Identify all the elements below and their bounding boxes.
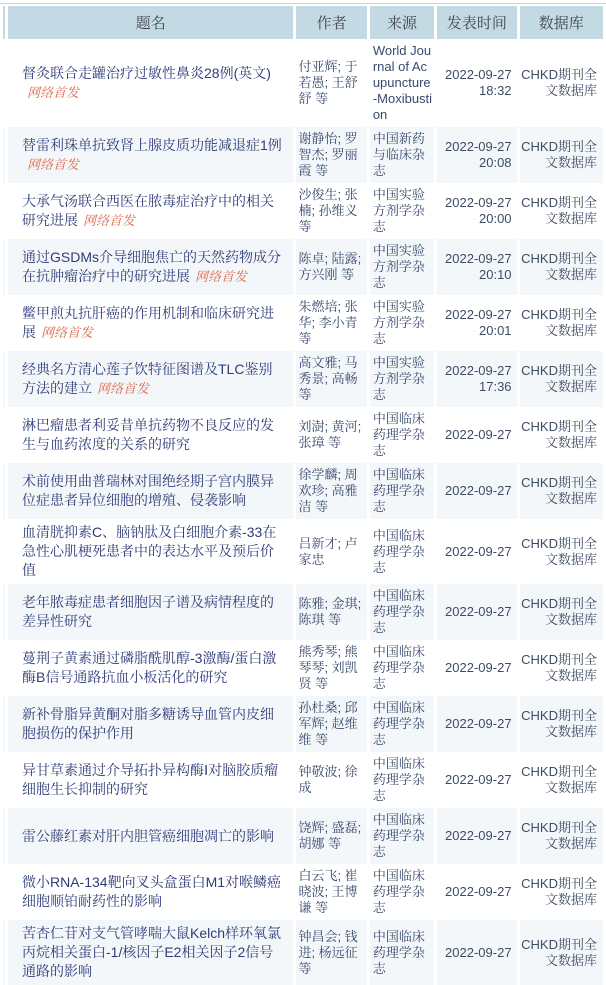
authors-cell: 钟敬波; 徐成 — [298, 764, 358, 795]
publish-date-cell: 2022-09-27 20:00 — [445, 195, 512, 226]
title-cell — [8, 519, 293, 584]
table-row — [3, 39, 603, 127]
table-row — [3, 519, 603, 584]
source-cell: 中国临床药理学杂志 — [370, 696, 434, 752]
title-cell — [8, 463, 293, 519]
title-cell — [8, 752, 293, 808]
article-title-link[interactable]: 淋巴瘤患者利妥昔单抗药物不良反应的发生与血药浓度的关系的研究 — [22, 417, 274, 452]
source-cell: 中国实验方剂学杂志 — [370, 239, 434, 295]
title-cell — [8, 351, 293, 407]
table-row — [3, 463, 603, 519]
publish-date-cell: 2022-09-27 — [445, 427, 512, 442]
table-row — [3, 239, 603, 295]
source-cell: 中国实验方剂学杂志 — [372, 187, 425, 234]
article-title-link[interactable]: 经典名方清心莲子饮特征图谱及TLC鉴别方法的建立 — [22, 361, 273, 396]
article-title-link[interactable]: 术前使用曲普瑞林对围绝经期子宫内膜异位症患者异位细胞的增殖、侵袭影响 — [22, 473, 274, 508]
title-cell — [8, 864, 293, 920]
title-cell — [8, 183, 293, 239]
source-cell: 中国临床药理学杂志 — [372, 411, 425, 458]
article-title-link[interactable]: 苦杏仁苷对支气管哮喘大鼠Kelch样环氧氯丙烷相关蛋白-1/核因子E2相关因子2信号通路的影响 — [22, 925, 282, 979]
authors-cell: 付亚辉; 于若愚; 王舒舒 等 — [298, 59, 358, 106]
table-row — [3, 407, 603, 463]
authors-cell: 陈雅; 金琪; 陈琪 等 — [296, 584, 366, 640]
table-row — [3, 640, 603, 696]
online-first-badge: 网络首发 — [41, 325, 94, 340]
title-cell — [8, 696, 293, 752]
article-title-link[interactable]: 大承气汤联合西医在脓毒症治疗中的相关研究进展 — [22, 193, 274, 228]
row-edge-cell — [3, 864, 5, 920]
publish-date-cell: 2022-09-27 — [445, 884, 512, 899]
article-title-link[interactable]: 老年脓毒症患者细胞因子谱及病情程度的差异性研究 — [22, 594, 274, 629]
online-first-badge: 网络首发 — [27, 157, 80, 172]
row-edge-cell — [3, 463, 5, 519]
authors-cell: 吕新才; 卢家忠 — [298, 535, 358, 567]
database-cell: CHKD期刊全文数据库 — [521, 652, 597, 683]
authors-cell: 孙杜桑; 邱军辉; 赵维维 等 — [296, 696, 366, 752]
database-cell: CHKD期刊全文数据库 — [521, 307, 597, 338]
header-cell-date: 发表时间 — [437, 6, 516, 39]
title-cell — [8, 640, 293, 696]
authors-cell: 熊秀琴; 熊琴琴; 刘凯贤 等 — [298, 644, 358, 691]
title-cell — [8, 808, 293, 864]
article-title-link[interactable]: 替雷利珠单抗致肾上腺皮质功能减退症1例 — [22, 137, 282, 153]
publish-date-cell: 2022-09-27 17:36 — [437, 351, 516, 407]
source-cell: 中国临床药理学杂志 — [372, 868, 425, 915]
source-cell: 中国实验方剂学杂志 — [370, 351, 434, 407]
database-cell: CHKD期刊全文数据库 — [521, 535, 597, 567]
article-title-link[interactable]: 新补骨脂异黄酮对脂多糖诱导血管内皮细胞损伤的保护作用 — [22, 706, 274, 741]
row-edge-cell — [3, 351, 5, 407]
database-cell: CHKD期刊全文数据库 — [521, 419, 597, 450]
database-cell: CHKD期刊全文数据库 — [520, 920, 603, 985]
source-cell: 中国临床药理学杂志 — [372, 644, 425, 691]
table-row — [3, 696, 603, 752]
article-title-link[interactable]: 蔓荆子黄素通过磷脂酰肌醇-3激酶/蛋白激酶B信号通路抗血小板活化的研究 — [22, 650, 277, 685]
table-row — [3, 127, 603, 183]
table-row — [3, 752, 603, 808]
article-title-link[interactable]: 微小RNA-134靶向叉头盒蛋白M1对喉鳞癌细胞顺铂耐药性的影响 — [22, 874, 282, 909]
source-cell: 中国临床药理学杂志 — [370, 920, 434, 985]
database-cell: CHKD期刊全文数据库 — [521, 67, 597, 98]
online-first-badge: 网络首发 — [195, 269, 248, 284]
table-row — [3, 351, 603, 407]
authors-cell: 钟昌会; 钱进; 杨远征 等 — [296, 920, 366, 985]
table-row — [3, 295, 603, 351]
article-title-link[interactable]: 血清胱抑素C、脑钠肽及白细胞介素-33在急性心肌梗死患者中的表达水平及预后价值 — [22, 524, 277, 578]
table-row — [3, 864, 603, 920]
row-edge-cell — [3, 127, 5, 183]
table-row — [3, 183, 603, 239]
source-cell: World Journal of Acupuncture-Moxibustion — [372, 43, 433, 122]
article-title-link[interactable]: 鳖甲煎丸抗肝癌的作用机制和临床研究进展 — [22, 305, 274, 340]
authors-cell: 刘澍; 黄河; 张璋 等 — [298, 419, 362, 450]
source-cell: 中国临床药理学杂志 — [370, 463, 434, 519]
authors-cell: 陈卓; 陆露; 方兴刚 等 — [296, 239, 366, 295]
results-table — [0, 6, 606, 985]
source-cell: 中国实验方剂学杂志 — [372, 299, 425, 346]
database-cell: CHKD期刊全文数据库 — [520, 239, 603, 295]
database-cell: CHKD期刊全文数据库 — [520, 584, 603, 640]
online-first-badge: 网络首发 — [27, 85, 80, 100]
table-row — [3, 808, 603, 864]
row-edge-cell — [3, 640, 5, 696]
table-row — [3, 920, 603, 985]
row-edge-cell — [3, 183, 5, 239]
top-divider — [0, 0, 606, 4]
authors-cell: 谢静怡; 罗智杰; 罗丽霞 等 — [296, 127, 366, 183]
row-edge-cell — [3, 584, 5, 640]
row-edge-cell — [3, 808, 5, 864]
source-cell: 中国临床药理学杂志 — [370, 808, 434, 864]
header-cell-source: 来源 — [370, 6, 434, 39]
article-title-link[interactable]: 督灸联合走罐治疗过敏性鼻炎28例(英文) — [22, 65, 271, 81]
row-edge-cell — [3, 696, 5, 752]
title-cell — [8, 407, 293, 463]
title-cell — [8, 39, 293, 127]
title-cell — [8, 127, 293, 183]
publish-date-cell: 2022-09-27 — [445, 543, 512, 559]
database-cell: CHKD期刊全文数据库 — [521, 876, 597, 907]
publish-date-cell: 2022-09-27 — [445, 772, 512, 787]
source-cell: 中国临床药理学杂志 — [372, 756, 425, 803]
row-edge-cell — [3, 920, 5, 985]
article-title-link[interactable]: 异甘草素通过介导拓扑异构酶Ⅰ对脑胶质瘤细胞生长抑制的研究 — [22, 762, 279, 797]
database-cell: CHKD期刊全文数据库 — [521, 195, 597, 226]
header-cell-title: 题名 — [8, 6, 293, 39]
title-cell — [8, 584, 293, 640]
header-cell-edge — [3, 6, 5, 39]
database-cell: CHKD期刊全文数据库 — [520, 696, 603, 752]
publish-date-cell: 2022-09-27 — [437, 920, 516, 985]
online-first-badge: 网络首发 — [83, 213, 136, 228]
database-cell: CHKD期刊全文数据库 — [520, 127, 603, 183]
title-cell — [8, 239, 293, 295]
article-title-link[interactable]: 雷公藤红素对肝内胆管癌细胞凋亡的影响 — [22, 827, 274, 844]
row-edge-cell — [3, 295, 5, 351]
publish-date-cell: 2022-09-27 18:32 — [445, 67, 512, 98]
source-cell: 中国新药与临床杂志 — [370, 127, 434, 183]
database-cell: CHKD期刊全文数据库 — [520, 808, 603, 864]
row-edge-cell — [3, 239, 5, 295]
row-edge-cell — [3, 39, 5, 127]
publish-date-cell: 2022-09-27 20:08 — [437, 127, 516, 183]
header-cell-authors: 作者 — [296, 6, 366, 39]
publish-date-cell: 2022-09-27 — [437, 584, 516, 640]
publish-date-cell: 2022-09-27 20:01 — [445, 307, 512, 338]
publish-date-cell: 2022-09-27 — [437, 808, 516, 864]
authors-cell: 徐学麟; 周欢珍; 高雅洁 等 — [296, 463, 366, 519]
online-first-badge: 网络首发 — [97, 381, 150, 396]
table-row — [3, 584, 603, 640]
authors-cell: 高文雅; 马秀景; 高畅 等 — [296, 351, 366, 407]
article-title-link[interactable]: 通过GSDMs介导细胞焦亡的天然药物成分在抗肿瘤治疗中的研究进展 — [22, 249, 281, 284]
authors-cell: 朱燃培; 张华; 李小青 等 — [298, 299, 358, 346]
row-edge-cell — [3, 407, 5, 463]
title-cell — [8, 295, 293, 351]
results-table-header-row — [3, 6, 603, 39]
authors-cell: 沙俊生; 张楠; 孙维义 等 — [298, 187, 358, 234]
database-cell: CHKD期刊全文数据库 — [520, 351, 603, 407]
publish-date-cell: 2022-09-27 20:10 — [437, 239, 516, 295]
publish-date-cell: 2022-09-27 — [437, 696, 516, 752]
title-cell — [8, 920, 293, 985]
authors-cell: 白云飞; 崔晓波; 王博谦 等 — [298, 868, 358, 915]
source-cell: 中国临床药理学杂志 — [372, 527, 425, 575]
header-cell-database: 数据库 — [520, 6, 603, 39]
publish-date-cell: 2022-09-27 — [445, 660, 512, 675]
row-edge-cell — [3, 752, 5, 808]
source-cell: 中国临床药理学杂志 — [370, 584, 434, 640]
row-edge-cell — [3, 519, 5, 584]
publish-date-cell: 2022-09-27 — [437, 463, 516, 519]
database-cell: CHKD期刊全文数据库 — [521, 764, 597, 795]
database-cell: CHKD期刊全文数据库 — [520, 463, 603, 519]
authors-cell: 饶辉; 盛磊; 胡娜 等 — [296, 808, 366, 864]
